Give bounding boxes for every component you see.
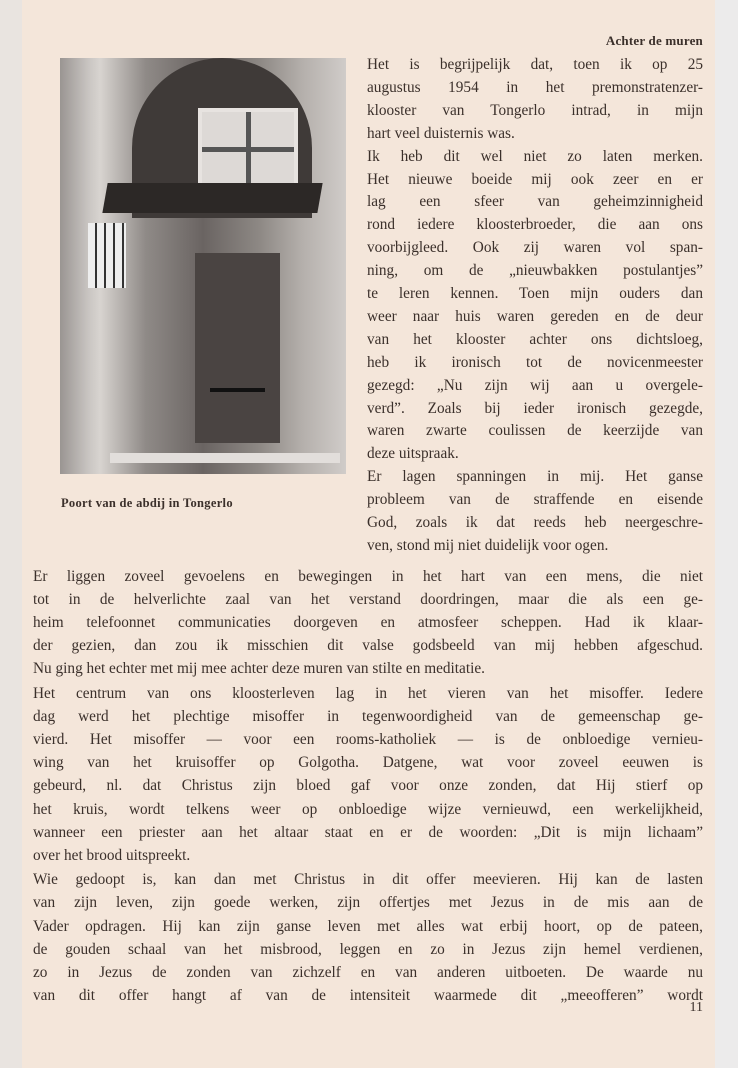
text-line: Het is begrijpelijk dat, toen ik op 25 — [367, 56, 703, 73]
abbey-gate-photo — [60, 58, 346, 474]
text-line: wanneer een priester aan het altaar staat en er de woorden: „Dit is mijn lichaam” — [33, 823, 703, 841]
text-line: tot in de helverlichte zaal van het verstand doordringen, maar die als een ge- — [33, 591, 703, 609]
text-line: voorbijgleed. Ook zij waren vol span- — [367, 239, 703, 257]
text-line: heb ik ironisch tot de novicenmeester — [367, 353, 703, 371]
text-line: der gezien, dan zou ik misschien dit valse godsbeeld van mij hebben afgeschud. — [33, 637, 703, 655]
text-line: Nu ging het echter met mij mee achter deze muren van stilte en meditatie. — [33, 660, 485, 678]
running-title: Achter de muren — [605, 33, 703, 48]
text-line: waren zwarte coulissen de keerzijde van — [367, 422, 703, 440]
text-line: probleem van de straffende en eisende — [367, 491, 703, 509]
text-line: Vader opdragen. Hij kan zijn ganse leven met alles wat erbij hoort, op de pateen, — [33, 917, 703, 935]
text-line: gebeurd, nl. dat Christus zijn bloed gaf voor onze zonden, dat Hij stierf op — [33, 777, 703, 795]
text-line: vierd. Het misoffer — voor een rooms-katholiek — is de onbloedige vernieu- — [33, 731, 703, 749]
page-number: 11 — [689, 1000, 703, 1015]
photo-canopy — [102, 183, 322, 213]
text-line: de gouden schaal van het misbrood, leggen en zo in Jezus zijn hemel verdienen, — [33, 940, 703, 958]
text-line: lag een sfeer van geheimzinnigheid — [367, 193, 703, 211]
photo-window — [198, 108, 298, 194]
text-line: te leren kennen. Toen mijn ouders dan — [367, 285, 703, 302]
text-line: weer naar huis waren gereden en de deur — [367, 307, 703, 325]
text-line: Er liggen zoveel gevoelens en bewegingen in het hart van een mens, die niet — [33, 568, 703, 585]
text-line: het kruis, wordt telkens weer op onbloedige wijze vernieuwd, een werkelijkheid, — [33, 800, 703, 818]
photo-side-window — [88, 223, 126, 288]
text-line: dag werd het plechtige misoffer in tegenwoordigheid van de gemeenschap ge- — [33, 708, 703, 726]
text-line: gezegd: „Nu zijn wij aan u overgele- — [367, 376, 703, 394]
text-line: rond iedere kloosterbroeder, die aan ons — [367, 216, 703, 234]
scan-edge — [715, 0, 738, 1068]
figure-caption: Poort van de abdij in Tongerlo — [61, 496, 233, 510]
text-line: ven, stond mij niet duidelijk voor ogen. — [367, 536, 609, 554]
text-line: heim telefoonnet communicaties doorgeven en atmosfeer scheppen. Had ik klaar- — [33, 614, 703, 632]
text-line: Ik heb dit wel niet zo laten merken. — [367, 147, 703, 165]
photo-door — [195, 253, 280, 443]
text-line: zo in Jezus de zonden van zichzelf en van anderen uitboeten. De waarde nu — [33, 963, 703, 981]
text-line: klooster van Tongerlo intrad, in mijn — [367, 101, 703, 119]
photo-door-grille — [210, 388, 265, 392]
text-line: Wie gedoopt is, kan dan met Christus in dit offer meevieren. Hij kan de lasten — [33, 871, 703, 889]
text-line: ning, om de „nieuwbakken postulantjes” — [367, 262, 703, 280]
text-line: augustus 1954 in het premonstratenzer- — [367, 78, 703, 96]
text-line: van het klooster achter ons dichtsloeg, — [367, 330, 703, 348]
text-line: deze uitspraak. — [367, 445, 459, 463]
text-line: Het nieuwe boeide mij ook zeer en er — [367, 170, 703, 188]
text-line: verd”. Zoals bij ieder ironisch gezegde, — [367, 399, 703, 417]
text-line: God, zoals ik dat reeds heb neergeschre- — [367, 514, 703, 531]
text-line: hart veel duisternis was. — [367, 124, 515, 142]
text-line: wing van het kruisoffer op Golgotha. Datgene, wat voor zoveel eeuwen is — [33, 754, 703, 772]
text-line: over het brood uitspreekt. — [33, 846, 191, 864]
text-line: Er lagen spanningen in mij. Het ganse — [367, 468, 703, 486]
text-line: Het centrum van ons kloosterleven lag in het vieren van het misoffer. Iedere — [33, 685, 703, 702]
text-line: van dit offer hangt af van de intensiteit waarmede dit „meeofferen” wordt — [33, 986, 703, 1004]
text-line: van zijn leven, zijn goede werken, zijn offertjes met Jezus in de mis aan de — [33, 894, 703, 912]
photo-step — [110, 453, 340, 463]
